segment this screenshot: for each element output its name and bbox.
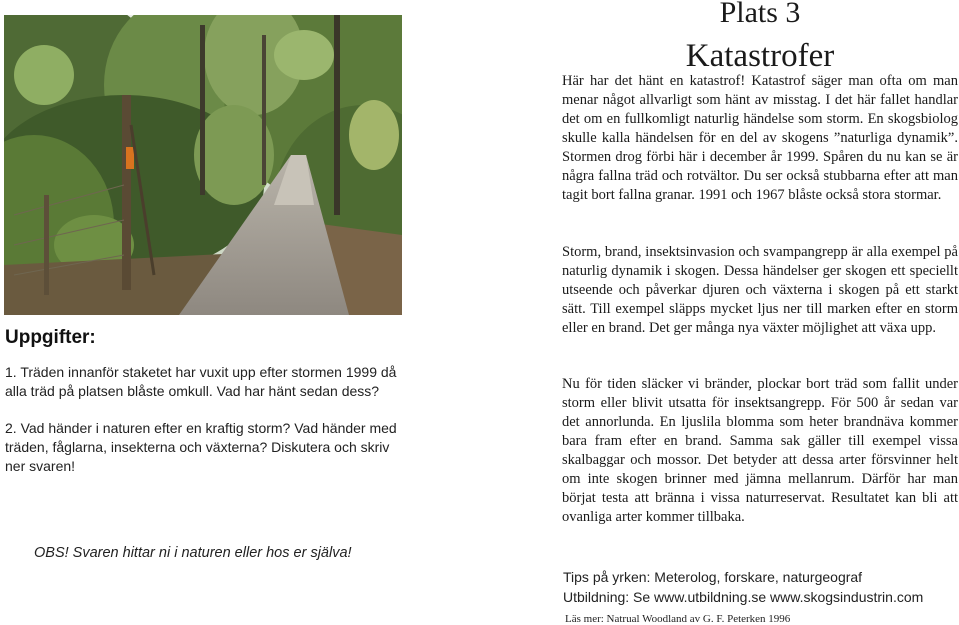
forest-path-photo	[4, 15, 402, 315]
dynamics-paragraph: Storm, brand, insektsinvasion och svampangrepp är alla exempel på naturlig dynamik i skogen. Dessa händelser ger skogen ett speciellt utseende och påverkar djuren och växterna i skogen på ett starkt sätt. Till exempel släpps mycket ljus ner till marken efter en storm eller en brand. Det ger många nya växter möjlighet att växa upp.	[562, 244, 958, 336]
read-more-reference: Läs mer: Natrual Woodland av G. F. Peterken 1996	[565, 613, 791, 625]
task-item-2: 2. Vad händer i naturen efter en kraftig storm? Vad händer med träden, fåglarna, insekterna och växterna? Diskutera och skriv ner svaren!	[5, 420, 397, 474]
tasks-heading: Uppgifter:	[5, 327, 96, 348]
education-tip: Utbildning: Se www.utbildning.se www.skogsindustrin.com	[563, 589, 924, 605]
careers-tip: Tips på yrken: Meterolog, forskare, naturgeograf	[563, 569, 863, 585]
place-label: Plats 3	[719, 0, 801, 29]
forest-path-image	[4, 15, 402, 315]
task-item-1: 1. Träden innanför staketet har vuxit upp efter stormen 1999 då alla träd på platsen blåste omkull. Vad har hänt sedan dess?	[5, 364, 397, 399]
intro-paragraph: Här har det hänt en katastrof! Katastrof säger man ofta om man menar något allvarligt som hänt av misstag. I det här fallet handlar det om en fullkomligt naturlig händelse som storm. En skogsbiolog skulle kalla händelsen för en del av skogens ”naturliga dynamik”. Stormen drog förbi här i december år 1999. Spåren du nu kan se är några fallna träd och rotvältor. Du ser också stubbarna efter att man tagit bort fallna granar. 1991 och 1967 blåste också stora stormar.	[562, 73, 958, 203]
tips-block	[563, 567, 923, 607]
obs-note: OBS! Svaren hittar ni i naturen eller hos er själva!	[34, 545, 352, 561]
fire-paragraph: Nu för tiden släcker vi bränder, plockar bort träd som fallit under storm eller blivit utsatta för insektsangrepp. För 500 år sedan var det annorlunda. En ljuslila blomma som heter brandnäva kommer bara fram efter en brand. Samma sak gäller till exempel vissa skalbaggar och mossor. Det betyder att dessa arter försvinner helt om inte skogen brinner med jämna mellanrum. Därför har man börjat testa att bränna i vissa naturreservat. Resultatet kan bli att ovanliga arter kommer tillbaka.	[562, 376, 958, 525]
page-title: Katastrofer	[685, 38, 835, 74]
